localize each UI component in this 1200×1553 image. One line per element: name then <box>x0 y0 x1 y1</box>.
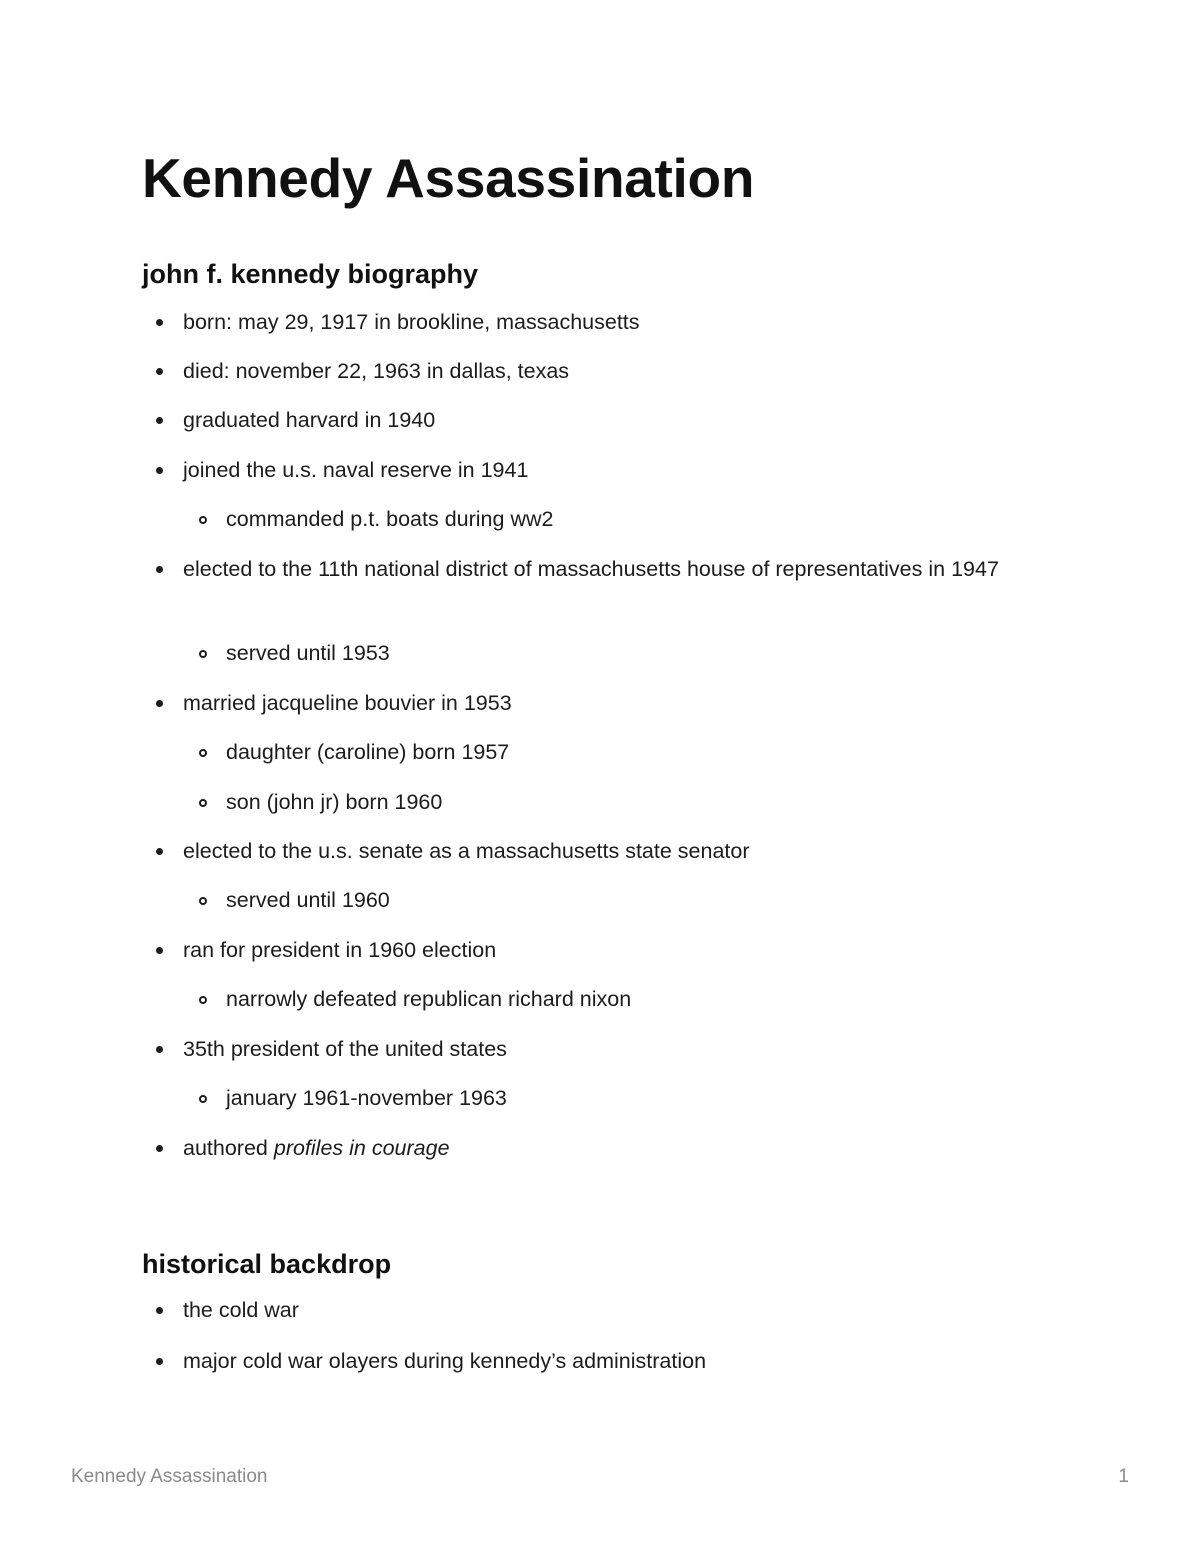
list-item-text: commanded p.t. boats during ww2 <box>226 507 554 531</box>
sub-list-item <box>226 982 1026 1017</box>
bullet-dot-icon <box>156 368 163 375</box>
bullet-circle-icon <box>199 749 207 757</box>
bullet-dot-icon <box>156 700 163 707</box>
list-item <box>183 305 1033 340</box>
list-item-text: son (john jr) born 1960 <box>226 790 443 814</box>
bullet-circle-icon <box>199 516 207 524</box>
book-title: profiles in courage <box>273 1136 450 1160</box>
list-item-text: married jacqueline bouvier in 1953 <box>183 691 512 715</box>
bullet-circle-icon <box>199 650 207 658</box>
list-item-text: 35th president of the united states <box>183 1037 507 1061</box>
list-item <box>183 1293 1033 1328</box>
list-item <box>183 453 1033 488</box>
authored-prefix: authored <box>183 1136 274 1160</box>
list-item <box>183 834 1033 869</box>
section-heading-biography: john f. kennedy biography <box>142 259 479 289</box>
bullet-circle-icon <box>199 799 207 807</box>
footer-title: Kennedy Assassination <box>71 1466 268 1487</box>
list-item-text: the cold war <box>183 1298 299 1322</box>
sub-list-item <box>226 502 1026 537</box>
bullet-dot-icon <box>156 1046 163 1053</box>
page-number: 1 <box>1118 1466 1129 1487</box>
bullet-dot-icon <box>156 417 163 424</box>
sub-list-item <box>226 1081 1026 1116</box>
list-item-text: joined the u.s. naval reserve in 1941 <box>183 458 529 482</box>
list-item <box>183 1131 1033 1166</box>
list-item <box>183 1344 1033 1379</box>
bullet-dot-icon <box>156 566 163 573</box>
sub-list-item <box>226 636 1026 671</box>
bullet-dot-icon <box>156 319 163 326</box>
list-item <box>183 354 1033 389</box>
section-heading-backdrop: historical backdrop <box>142 1249 392 1279</box>
list-item-text: elected to the 11th national district of massachusetts house of representatives in 1947 <box>183 557 999 581</box>
sub-list-item <box>226 735 1026 770</box>
list-item <box>183 933 1033 968</box>
list-item-text: narrowly defeated republican richard nixon <box>226 987 632 1011</box>
list-item-text: major cold war olayers during kennedy’s administration <box>183 1349 707 1373</box>
sub-list-item <box>226 883 1026 918</box>
list-item <box>183 686 1033 721</box>
list-item-text: elected to the u.s. senate as a massachusetts state senator <box>183 839 750 863</box>
sub-list-item <box>226 785 1026 820</box>
list-item <box>183 1032 1033 1067</box>
list-item-text: born: may 29, 1917 in brookline, massachusetts <box>183 310 640 334</box>
bullet-dot-icon <box>156 1358 163 1365</box>
list-item <box>183 403 1033 438</box>
bullet-dot-icon <box>156 848 163 855</box>
bullet-circle-icon <box>199 996 207 1004</box>
bullet-dot-icon <box>156 467 163 474</box>
list-item-text: daughter (caroline) born 1957 <box>226 740 510 764</box>
list-item-text: ran for president in 1960 election <box>183 938 497 962</box>
document-title: Kennedy Assassination <box>142 147 755 209</box>
bullet-circle-icon <box>199 897 207 905</box>
list-item-text: graduated harvard in 1940 <box>183 408 436 432</box>
bullet-dot-icon <box>156 1307 163 1314</box>
bullet-dot-icon <box>156 1145 163 1152</box>
list-item-text: served until 1953 <box>226 641 390 665</box>
bullet-circle-icon <box>199 1095 207 1103</box>
list-item-text: served until 1960 <box>226 888 390 912</box>
list-item <box>183 552 1033 587</box>
list-item-text: january 1961-november 1963 <box>226 1086 507 1110</box>
bullet-dot-icon <box>156 947 163 954</box>
list-item-text: died: november 22, 1963 in dallas, texas <box>183 359 570 383</box>
